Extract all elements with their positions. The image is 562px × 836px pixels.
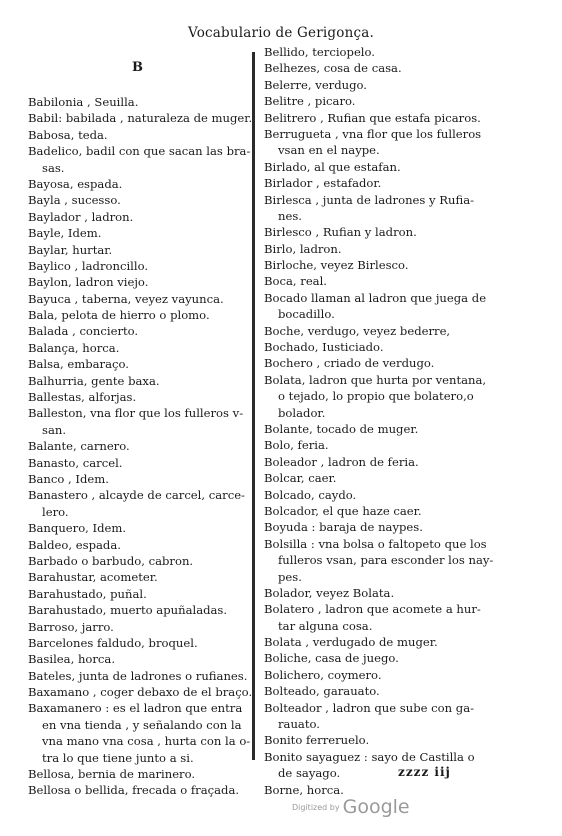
entry-line: Ballestas, alforjas. (28, 390, 137, 405)
entry-line: Boyuda : baraja de naypes. (264, 520, 423, 535)
entry-line: Baxamano , coger debaxo de el braço. (28, 685, 253, 700)
section-letter: B (132, 60, 143, 75)
entry-line: Barahustar, acometer. (28, 570, 158, 585)
entry-line: pes. (278, 569, 302, 584)
entry-line: Bolteador , ladron que sube con ga- (264, 700, 475, 715)
entry-line: Bayosa, espada. (28, 176, 123, 191)
entry-line: Birlado, al que estafan. (264, 159, 401, 174)
entry-line: o tejado, lo propio que bolatero,o (278, 389, 474, 404)
entry-line: Bolo, feria. (264, 438, 329, 453)
entry-line: Balança, horca. (28, 340, 120, 355)
entry-line: Borne, horca. (264, 782, 344, 797)
entry-line: Belitre , picaro. (264, 94, 356, 109)
running-head: Vocabulario de Gerigonça. (188, 25, 374, 41)
left-column (28, 94, 253, 799)
entry-line: Babilonia , Seuilla. (28, 95, 139, 109)
entry-line: sas. (42, 160, 65, 175)
entry-line: Banastero , alcayde de carcel, carce- (28, 488, 245, 503)
entry-line: Basilea, horca. (28, 652, 116, 667)
entry-line: Boca, real. (264, 274, 327, 289)
entry-line: Barbado o barbudo, cabron. (28, 553, 194, 568)
column-divider (252, 52, 255, 760)
entry-line: Boliche, casa de juego. (264, 651, 399, 666)
entry-line: Bayuca , taberna, veyez vayunca. (28, 291, 224, 306)
entry-line: Babil: babilada , naturaleza de muger. (28, 111, 253, 126)
entry-line: Banco , Idem. (28, 471, 109, 486)
entry-line: Belerre, verdugo. (264, 77, 367, 92)
entry-line: vna mano vna cosa , hurta con la o- (42, 734, 251, 749)
entry-line: Balhurria, gente baxa. (28, 373, 160, 388)
entry-line: Birloche, veyez Birlesco. (264, 258, 409, 273)
entry-line: Bochado, Iusticiado. (264, 340, 384, 355)
entry-line: Bala, pelota de hierro o plomo. (28, 308, 210, 323)
entry-line: Baldeo, espada. (28, 537, 121, 552)
entry-line: Berrugueta , vna flor que los fulleros (264, 126, 482, 141)
entry-line: Boche, verdugo, veyez bederre, (264, 323, 451, 338)
entry-line: Barahustado, muerto apuñaladas. (28, 603, 228, 618)
entry-line: Baylador , ladron. (28, 209, 134, 224)
entry-line: bolador. (278, 405, 326, 420)
entry-line: lero. (42, 504, 69, 519)
entry-line: Bolcador, el que haze caer. (264, 503, 422, 518)
entry-line: Birlador , estafador. (264, 176, 382, 191)
entry-line: Boleador , ladron de feria. (264, 454, 419, 469)
entry-line: Belitrero , Rufian que estafa picaros. (264, 110, 481, 125)
entry-line: Barroso, jarro. (28, 619, 114, 634)
entry-line: Baylon, ladron viejo. (28, 275, 149, 290)
entry-line: Birlo, ladron. (264, 241, 342, 256)
entry-line: Birlesca , junta de ladrones y Rufia- (264, 192, 475, 207)
entry-line: tar alguna cosa. (278, 618, 373, 633)
digitized-watermark (292, 796, 410, 818)
entry-line: Bocado llaman al ladron que juega de (264, 290, 487, 305)
entry-line: bocadillo. (278, 307, 335, 322)
entry-line: Bolata , verdugado de muger. (264, 635, 438, 650)
entry-line: Bochero , criado de verdugo. (264, 356, 435, 371)
entry-line: en vna tienda , y señalando con la (42, 717, 242, 732)
entry-line: Baylico , ladroncillo. (28, 258, 149, 273)
entry-line: de sayago. (278, 766, 341, 781)
entry-line: Balada , concierto. (28, 324, 139, 339)
entry-line: Banquero, Idem. (28, 521, 127, 536)
entry-line: vsan en el naype. (278, 143, 380, 158)
entry-line: Baxamanero : es el ladron que entra (28, 701, 243, 716)
entry-line: fulleros vsan, para esconder los nay- (278, 553, 494, 568)
entry-line: Bolcado, caydo. (264, 487, 357, 502)
entry-line: Bonito sayaguez : sayo de Castilla o (264, 749, 475, 764)
entry-line: Bolata, ladron que hurta por ventana, (264, 372, 487, 387)
entry-line: Balsa, embaraço. (28, 357, 129, 372)
entry-line: san. (42, 422, 67, 437)
entry-line: Bellosa o bellida, frecada o fraçada. (28, 783, 240, 798)
entry-line: Bellido, terciopelo. (264, 45, 375, 59)
signature-mark: zzzz iij (398, 765, 451, 779)
entry-line: Belhezes, cosa de casa. (264, 61, 402, 76)
entry-line: Barcelones faldudo, broquel. (28, 635, 198, 650)
entry-line: Bellosa, bernia de marinero. (28, 767, 196, 782)
entry-line: Bolsilla : vna bolsa o faltopeto que los (264, 536, 487, 551)
entry-line: Balante, carnero. (28, 439, 130, 454)
entry-line: Bolcar, caer. (264, 471, 337, 486)
entry-line: Balleston, vna flor que los fulleros v- (28, 406, 244, 421)
entry-line: Bonito ferreruelo. (264, 733, 370, 748)
entry-line: Bayle, Idem. (28, 226, 102, 241)
digitized-label: Digitized by (292, 803, 340, 812)
google-logo: Google (342, 796, 410, 818)
entry-line: Bateles, junta de ladrones o rufianes. (28, 668, 248, 683)
entry-line: Bolador, veyez Bolata. (264, 585, 395, 600)
entry-line: Badelico, badil con que sacan las bra- (28, 144, 251, 159)
entry-line: Baylar, hurtar. (28, 242, 113, 257)
entry-line: Bolante, tocado de muger. (264, 421, 419, 436)
entry-line: Bayla , sucesso. (28, 193, 121, 208)
entry-line: tra lo que tiene junto a si. (42, 750, 194, 765)
right-column (264, 44, 500, 798)
entry-line: Barahustado, puñal. (28, 586, 147, 601)
entry-line: rauato. (278, 717, 320, 732)
entry-line: Bolichero, coymero. (264, 667, 382, 682)
entry-line: Birlesco , Rufian y ladron. (264, 225, 417, 240)
entry-line: Bolteado, garauato. (264, 684, 380, 699)
entry-line: nes. (278, 208, 302, 223)
entry-line: Bolatero , ladron que acomete a hur- (264, 602, 481, 617)
entry-line: Babosa, teda. (28, 127, 108, 142)
entry-line: Banasto, carcel. (28, 455, 123, 470)
